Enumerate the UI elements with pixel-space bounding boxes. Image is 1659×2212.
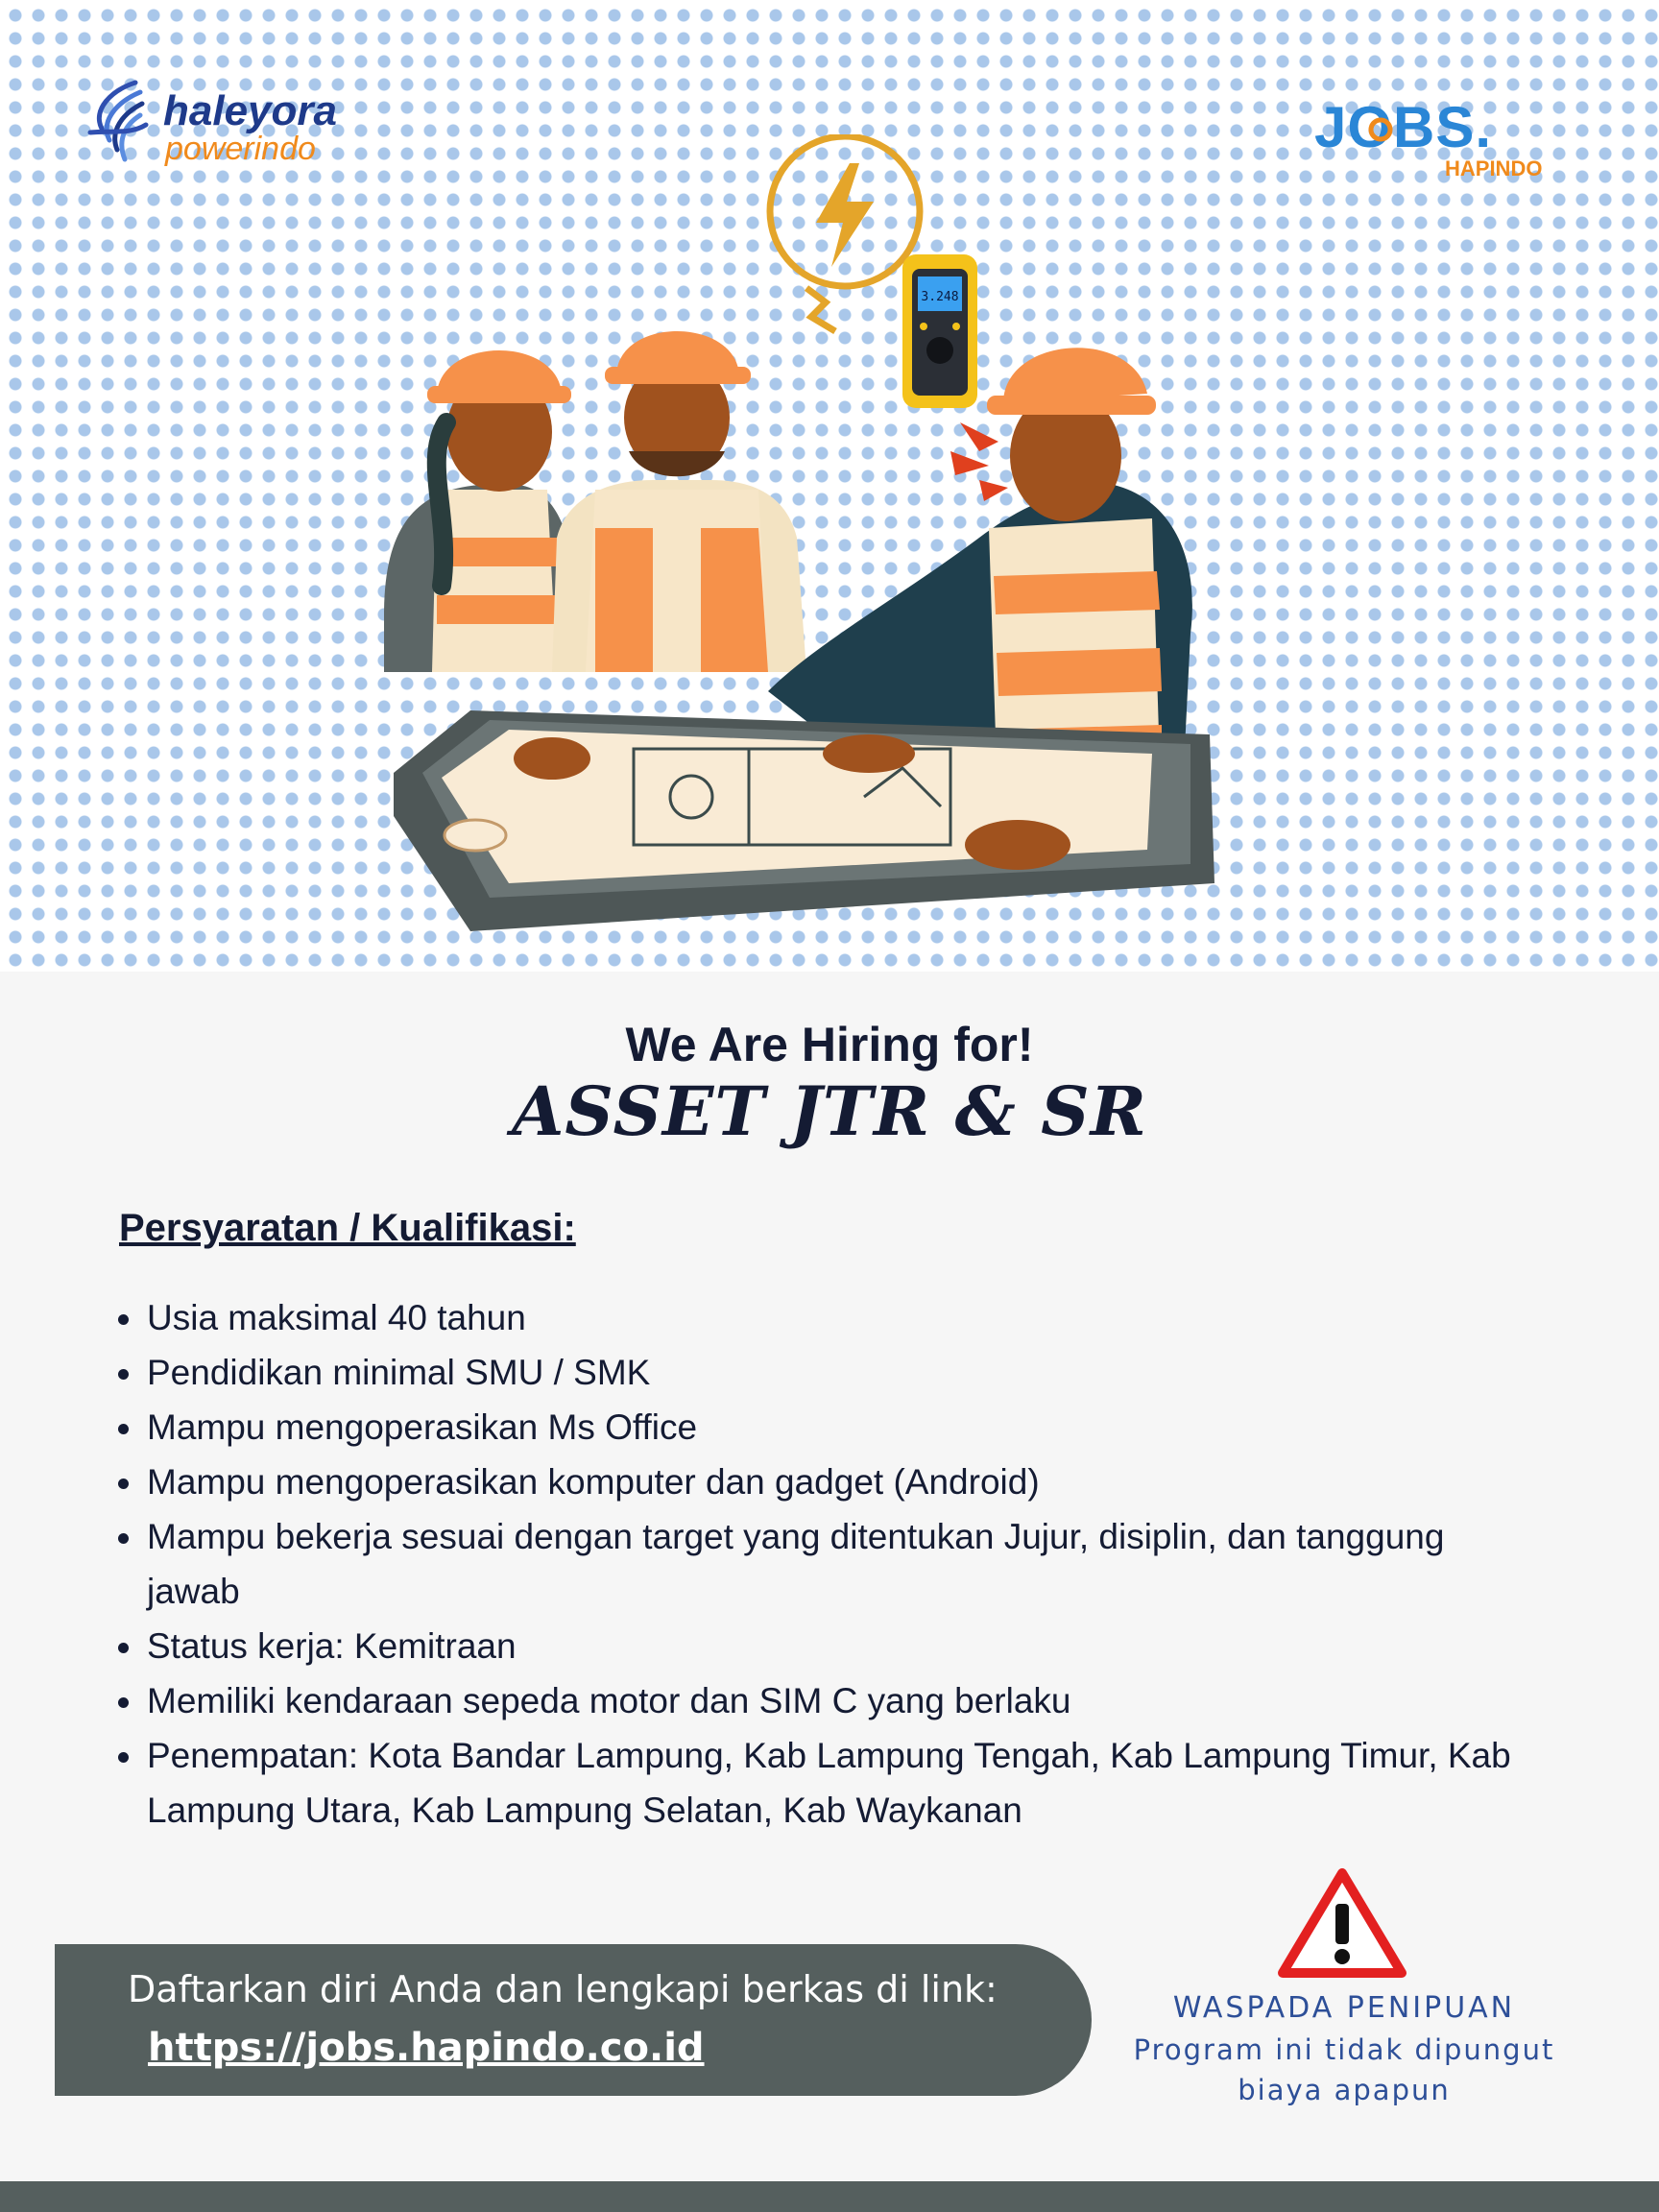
fraud-warning-subtitle: Program ini tidak dipungut biaya apapun xyxy=(1133,2033,1555,2106)
multimeter-icon xyxy=(902,254,977,408)
hero-dotted-background xyxy=(0,0,1659,972)
requirement-item: Mampu mengoperasikan komputer dan gadget (Android) xyxy=(108,1455,1520,1509)
logo-haleyora-text: haleyora xyxy=(163,87,337,134)
engineer-left xyxy=(384,350,576,672)
haleyora-powerindo-logo xyxy=(83,71,371,186)
jobs-hapindo-logo xyxy=(1310,91,1560,182)
registration-text: Daftarkan diri Anda dan lengkapi berkas di link: xyxy=(128,1968,998,2010)
logo-jobs-text: JOBS. xyxy=(1314,95,1493,159)
logo-powerindo-text: powerindo xyxy=(165,131,316,167)
meter-reading: 3.248 xyxy=(921,290,959,304)
fraud-warning-title: WASPADA PENIPUAN xyxy=(1172,1991,1516,2025)
engineers-illustration xyxy=(365,134,1306,960)
requirement-item: Usia maksimal 40 tahun xyxy=(108,1290,1520,1345)
logo-hapindo-text: HAPINDO xyxy=(1445,156,1543,180)
requirement-item: Memiliki kendaraan sepeda motor dan SIM C yang berlaku xyxy=(108,1673,1520,1728)
drafting-table xyxy=(394,710,1214,931)
hiring-headline: We Are Hiring for! xyxy=(625,1018,1034,1071)
requirement-item: Status kerja: Kemitraan xyxy=(108,1619,1520,1673)
requirements-list xyxy=(108,1290,1520,1838)
job-title: ASSET JTR & SR xyxy=(512,1071,1147,1151)
requirement-item: Pendidikan minimal SMU / SMK xyxy=(108,1345,1520,1400)
registration-link[interactable]: https://jobs.hapindo.co.id xyxy=(148,2026,705,2070)
alert-marks xyxy=(950,422,1008,501)
requirement-item: Mampu mengoperasikan Ms Office xyxy=(108,1400,1520,1455)
requirement-item: Penempatan: Kota Bandar Lampung, Kab Lampung Tengah, Kab Lampung Timur, Kab Lampung Utara, Kab Lampung Selatan, Kab Waykanan xyxy=(108,1728,1539,1838)
footer-bar xyxy=(0,2181,1659,2212)
warning-triangle-icon xyxy=(1277,1867,1407,1979)
engineer-middle xyxy=(552,331,806,672)
requirement-item: Mampu bekerja sesuai dengan target yang ditentukan Jujur, disiplin, dan tanggung jawab xyxy=(108,1509,1491,1619)
lightbulb-icon xyxy=(770,136,920,331)
requirements-heading: Persyaratan / Kualifikasi: xyxy=(119,1207,576,1249)
registration-banner xyxy=(55,1944,1092,2096)
